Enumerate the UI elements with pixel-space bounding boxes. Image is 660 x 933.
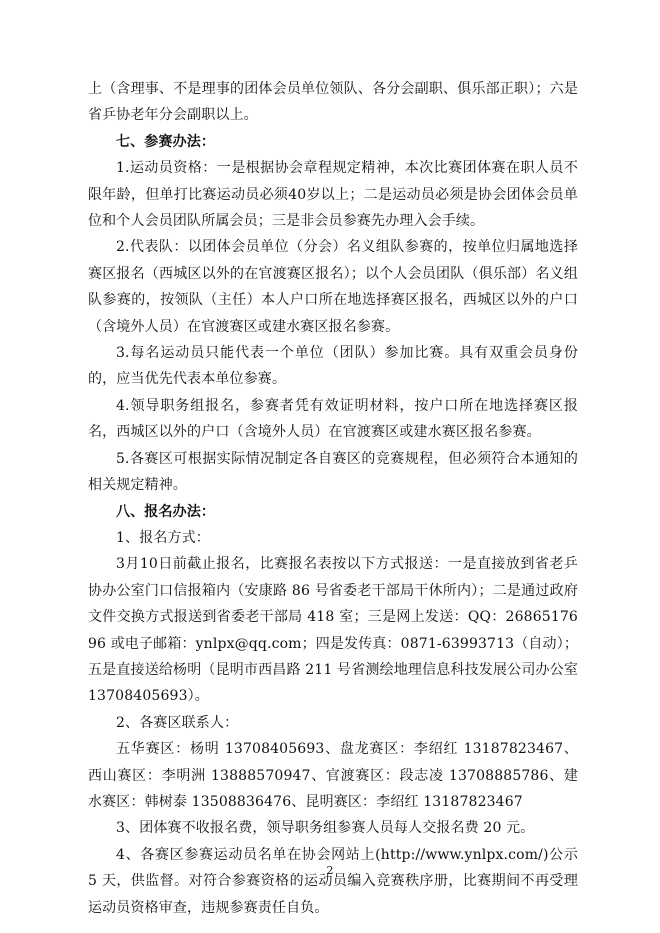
paragraph-public-notice: 4、各赛区参赛运动员名单在协会网站上(http://www.ynlpx.com/)公示 5 天，供监督。对符合参赛资格的运动员编入竞赛秩序册，比赛期间不再受理运动员资格审查，违规参赛责任自负。 (88, 846, 578, 916)
document-body (88, 76, 578, 921)
paragraph-athlete-eligibility: 1.运动员资格：一是根据协会章程规定精神，本次比赛团体赛在职人员不限年龄，但单打比赛运动员必须40岁以上；二是运动员必须是协会团体会员单位和个人会员团队所属会员；三是非会员参赛先办理入会手续。 (88, 160, 578, 230)
section-heading-registration: 八、报名办法： (116, 503, 216, 520)
paragraph-teams: 2.代表队：以团体会员单位（分会）名义组队参赛的，按单位归属地选择赛区报名（西城区以外的在官渡赛区报名）；以个人会员团队（俱乐部）名义组队参赛的，按领队（主任）本人户口所在地选择赛区报名，西城区以外的户口（含境外人员）在官渡赛区或建水赛区报名参赛。 (88, 239, 578, 335)
subheading-registration-method: 1、报名方式： (116, 529, 210, 546)
paragraph-single-team-rule: 3.每名运动员只能代表一个单位（团队）参加比赛。具有双重会员身份的，应当优先代表本单位参赛。 (88, 345, 578, 388)
paragraph-registration-fee: 3、团体赛不收报名费，领导职务组参赛人员每人交报名费 20 元。 (116, 820, 535, 837)
paragraph-registration-method: 3月10日前截止报名，比赛报名表按以下方式报送：一是直接放到省老乒协办公室门口信报箱内（安康路 86 号省委老干部局干休所内）；二是通过政府文件交换方式报送到省委老干部局 418 室；三是网上发送：QQ：2686517696 或电子邮箱：ynlpx@qq.com；四是发传真：0871-63993713（自动）；五是直接送给杨明（昆明市西昌路 211 号省测绘地理信息科技发展公司办公室 13708405693）。 (88, 556, 578, 705)
section-heading-participation: 七、参赛办法： (116, 133, 216, 150)
subheading-contacts: 2、各赛区联系人： (116, 714, 239, 731)
paragraph-leadership-group: 4.领导职务组报名，参赛者凭有效证明材料，按户口所在地选择赛区报名，西城区以外的户口（含境外人员）在官渡赛区或建水赛区报名参赛。 (88, 397, 578, 441)
page-number: 2 (326, 864, 334, 877)
paragraph-contacts: 五华赛区：杨明 13708405693、盘龙赛区：李绍红 13187823467、西山赛区：李明洲 13888570947、官渡赛区：段志凌 13708885786、建水赛区：韩树泰 13508836476、昆明赛区：李绍红 13187823467 (88, 741, 578, 810)
paragraph-continuation: 上（含理事、不是理事的团体会员单位领队、各分会副职、俱乐部正职）；六是省乒协老年分会副职以上。 (88, 81, 578, 124)
paragraph-regional-rules: 5.各赛区可根据实际情况制定各自赛区的竞赛规程，但必须符合本通知的相关规定精神。 (88, 450, 578, 494)
